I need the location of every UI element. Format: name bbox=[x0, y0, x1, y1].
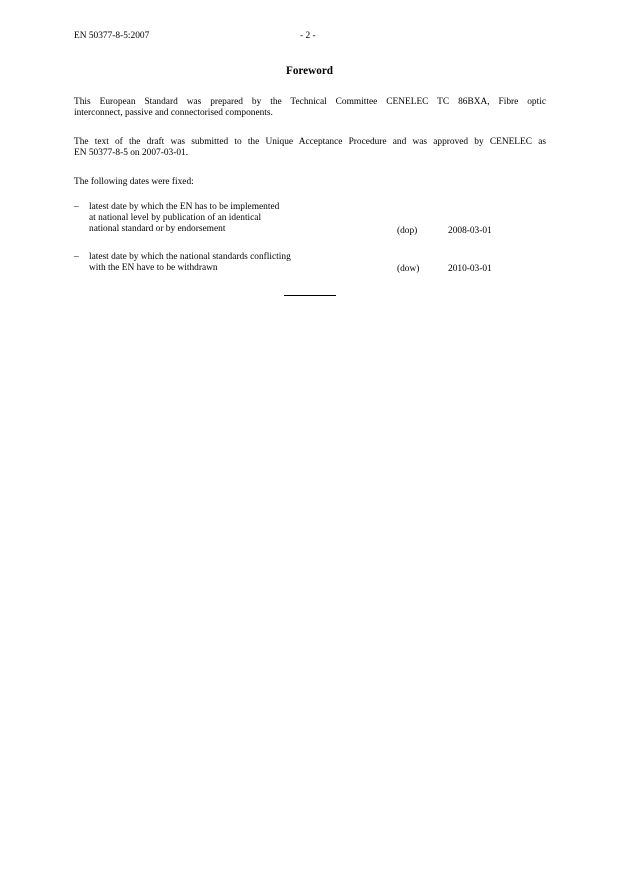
paragraph-line: EN 50377-8-5 on 2007-03-01. bbox=[74, 148, 189, 158]
list-bullet-dash: – bbox=[74, 202, 79, 212]
list-bullet-dash: – bbox=[74, 252, 79, 262]
foreword-paragraph-committee bbox=[74, 97, 546, 119]
list-item-line: latest date by which the national standards conflicting bbox=[89, 252, 291, 262]
paragraph-line: This European Standard was prepared by the Technical Committee CENELEC TC 86BXA, Fibre optic bbox=[74, 97, 546, 107]
list-item-line: national standard or by endorsement bbox=[89, 224, 226, 234]
dow-date: 2010-03-01 bbox=[448, 264, 492, 274]
document-id: EN 50377-8-5:2007 bbox=[74, 31, 150, 41]
paragraph-line: The following dates were fixed: bbox=[74, 177, 194, 187]
page-title: Foreword bbox=[285, 65, 334, 77]
dop-date: 2008-03-01 bbox=[448, 226, 492, 236]
paragraph-line: interconnect, passive and connectorised components. bbox=[74, 108, 273, 118]
dow-code: (dow) bbox=[397, 264, 420, 274]
foreword-paragraph-dates-intro bbox=[74, 177, 546, 188]
list-item-line: with the EN have to be withdrawn bbox=[89, 263, 218, 273]
list-item-line: at national level by publication of an identical bbox=[89, 213, 262, 223]
dow-description bbox=[89, 252, 291, 274]
page-number: - 2 - bbox=[300, 31, 316, 41]
list-item-line: latest date by which the EN has to be implemented bbox=[89, 202, 280, 212]
section-end-rule bbox=[284, 295, 336, 296]
dop-description bbox=[89, 202, 279, 235]
foreword-paragraph-approval bbox=[74, 137, 546, 159]
paragraph-line: The text of the draft was submitted to the Unique Acceptance Procedure and was approved by CENELEC as bbox=[74, 137, 546, 147]
dop-code: (dop) bbox=[397, 226, 418, 236]
